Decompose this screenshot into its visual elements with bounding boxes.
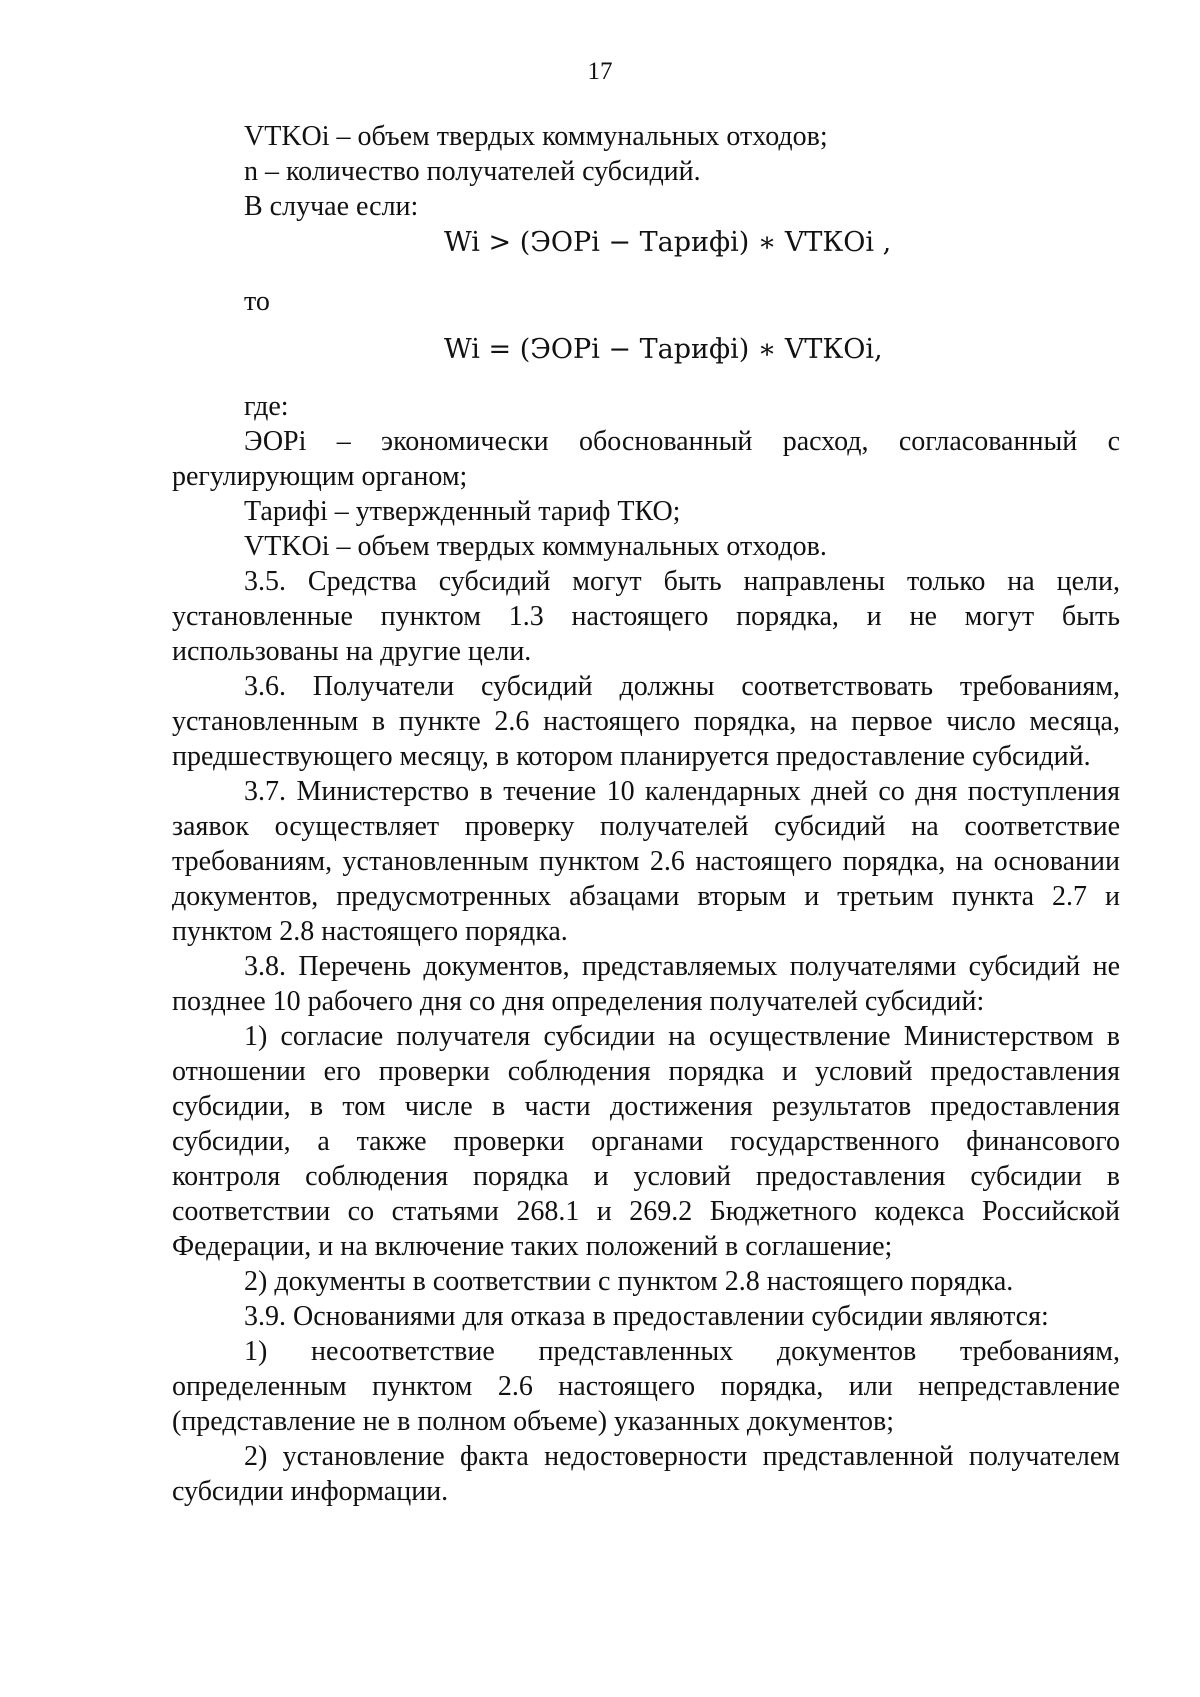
text-line: позднее 10 рабочего дня со дня определения получателей субсидий:	[172, 986, 985, 1017]
text-line: 1) несоответствие представленных документов требованиям,	[244, 1336, 1120, 1367]
formula-equation: Wi = (ЭОРi − Тарифi) ∗ VТКОi,	[444, 334, 883, 365]
page-number: 17	[587, 58, 613, 85]
text-line: ЭОРi – экономически обоснованный расход, согласованный с	[244, 426, 1120, 457]
text-line: Федерации, и на включение таких положений в соглашение;	[172, 1231, 893, 1262]
text-line: установленным в пункте 2.6 настоящего порядка, на первое число месяца,	[172, 706, 1120, 737]
text-line: соответствии со статьями 268.1 и 269.2 Бюджетного кодекса Российской	[172, 1196, 1120, 1227]
text-line: требованиям, установленным пунктом 2.6 настоящего порядка, на основании	[172, 846, 1120, 877]
text-line: установленные пунктом 1.3 настоящего порядка, и не могут быть	[172, 601, 1120, 632]
text-line: регулирующим органом;	[172, 461, 468, 492]
text-line: n – количество получателей субсидий.	[244, 156, 701, 187]
text-line: заявок осуществляет проверку получателей субсидий на соответствие	[172, 811, 1120, 842]
text-line: субсидии информации.	[172, 1476, 449, 1507]
text-line: пунктом 2.8 настоящего порядка.	[172, 916, 568, 947]
text-line: 3.5. Средства субсидий могут быть направлены только на цели,	[244, 566, 1120, 597]
text-line: где:	[244, 391, 289, 422]
text-line: определенным пунктом 2.6 настоящего порядка, или непредставление	[172, 1371, 1120, 1402]
text-line: документов, предусмотренных абзацами вторым и третьим пункта 2.7 и	[172, 881, 1120, 912]
formula-inequality: Wi > (ЭОРi − Тарифi) ∗ VТКОi ,	[444, 227, 892, 258]
text-line: VTKOi – объем твердых коммунальных отходов.	[244, 531, 827, 562]
text-line: VTKOi – объем твердых коммунальных отходов;	[244, 121, 828, 152]
text-line: 3.6. Получатели субсидий должны соответствовать требованиям,	[244, 671, 1120, 702]
text-line: отношении его проверки соблюдения порядка и условий предоставления	[172, 1056, 1120, 1087]
text-line: 3.8. Перечень документов, представляемых получателями субсидий не	[244, 951, 1120, 982]
text-line: субсидии, а также проверки органами государственного финансового	[172, 1126, 1120, 1157]
text-line: 3.7. Министерство в течение 10 календарных дней со дня поступления	[244, 776, 1120, 807]
text-line: Тарифi – утвержденный тариф ТКО;	[244, 496, 681, 527]
text-line: 1) согласие получателя субсидии на осуществление Министерством в	[244, 1021, 1120, 1052]
text-line: (представление не в полном объеме) указанных документов;	[172, 1406, 894, 1437]
text-line: В случае если:	[244, 191, 419, 222]
text-line: 3.9. Основаниями для отказа в предоставлении субсидии являются:	[244, 1301, 1049, 1332]
text-line: то	[244, 286, 270, 317]
text-line: контроля соблюдения порядка и условий предоставления субсидии в	[172, 1161, 1120, 1192]
text-line: использованы на другие цели.	[172, 636, 532, 667]
text-line: 2) документы в соответствии с пунктом 2.8 настоящего порядка.	[244, 1266, 1014, 1297]
text-line: предшествующего месяцу, в котором планируется предоставление субсидий.	[172, 741, 1091, 772]
text-line: 2) установление факта недостоверности представленной получателем	[244, 1441, 1120, 1472]
text-line: субсидии, в том числе в части достижения результатов предоставления	[172, 1091, 1120, 1122]
